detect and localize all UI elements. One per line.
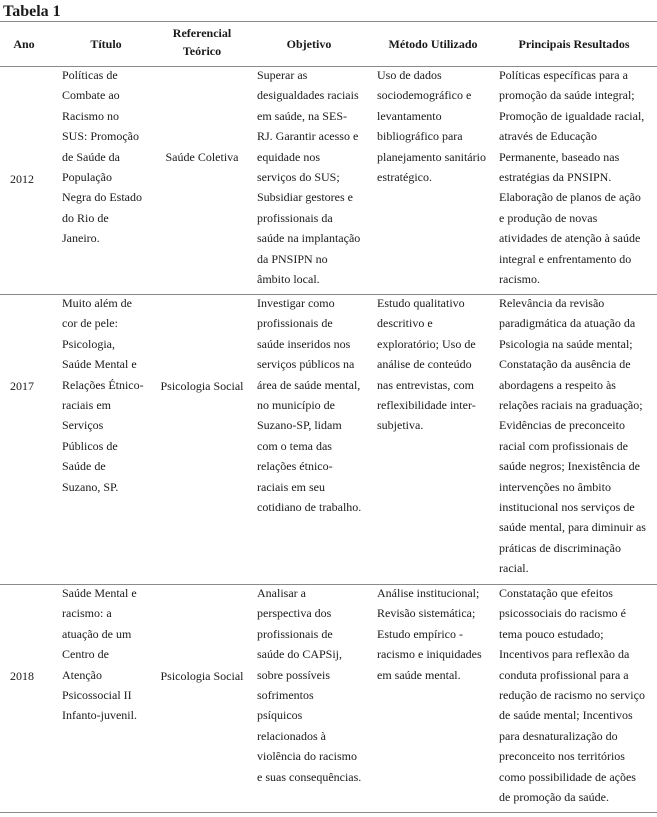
row-2017-resultados-line: relações raciais na graduação; [499,398,643,413]
table-caption: Tabela 1 [3,3,61,20]
row-2012-titulo-line: Janeiro. [62,231,100,246]
row-2018-metodo-line: em saúde mental. [377,667,461,682]
row-2017-titulo-line: cor de pele: [62,316,118,331]
row-2018-titulo-line: Saúde Mental e [62,586,137,600]
row-2018-objetivo-line: saúde do CAPSij, [257,647,343,662]
row-2012-titulo-line: Negra do Estado [62,190,142,205]
row-2018-metodo-line: racismo e iniquidades [377,647,482,662]
row-2018-ano: 2018 [10,669,34,683]
row-2012-resultados-line: e produção de novas [499,210,598,225]
row-2012-referencial: Saúde Coletiva [165,150,239,164]
row-2012-objetivo-line: desigualdades raciais [257,88,359,103]
row-2012-resultados-line: atividades de atenção à saúde [499,231,641,246]
row-2012-metodo-line: bibliográfico para [377,129,463,144]
row-2017-resultados-line: Evidências de preconceito [499,418,625,433]
row-2017-resultados-line: saúde mental, para diminuir as [499,520,646,535]
header-resultados: Principais Resultados [518,37,630,51]
row-2017-metodo-line: análise de conteúdo [377,357,472,372]
row-2017-resultados [499,293,653,579]
row-2017-titulo-line: Psicologia, [62,336,115,351]
row-2017-metodo-line: reflexibilidade inter- [377,398,476,413]
header-referencial [154,24,250,60]
table-bottom-rule [0,812,657,813]
row-2012-metodo-line: estratégico. [377,170,432,185]
row-2018-titulo-line: Centro de [62,647,109,662]
row-2012-metodo-line: sociodemográfico e [377,88,472,103]
row-2017-ano: 2017 [10,379,34,393]
row-2012-objetivo-line: em saúde, na SES- [257,108,347,123]
row-2017-resultados-line: intervenções no âmbito [499,479,611,494]
row-2017-metodo-line: subjetiva. [377,418,424,433]
row-2018-titulo-line: Infanto-juvenil. [62,708,137,723]
row-2012-objetivo-line: da PNSIPN no [257,251,328,266]
header-ano: Ano [13,37,35,51]
row-2012-objetivo-line: equidade nos [257,149,320,164]
row-2017-titulo-line: raciais em [62,398,111,413]
row-2017-titulo-line: Relações Étnico- [62,377,144,392]
row-2018-objetivo-line: e suas consequências. [257,769,362,784]
row-2017-metodo [377,293,497,436]
row-2012-objetivo-line: Superar as [257,68,308,82]
row-2012-metodo-line: levantamento [377,108,442,123]
row-2018-resultados-line: Constatação que efeitos [499,586,613,600]
row-2018-objetivo-line: profissionais de [257,626,333,641]
row-2018-resultados-line: psicossociais do racismo é [499,606,626,621]
row-2017-objetivo-line: cotidiano de trabalho. [257,500,362,515]
row-2018-objetivo-line: sobre possíveis [257,667,330,682]
row-2017-titulo-line: Serviços [62,418,104,433]
row-2012-resultados-line: através de Educação [499,129,597,144]
row-2018-resultados-line: preconceito nos territórios [499,749,625,764]
row-2017-resultados-line: Psicologia na saúde mental; [499,336,633,351]
row-2018-objetivo [257,583,369,787]
row-2012-titulo-line: População [62,170,112,185]
row-2017-resultados-line: abordagens a respeito às [499,377,616,392]
row-2017-resultados-line: saúde negros; Inexistência de [499,459,640,474]
row-2012-resultados-line: Elaboração de planos de ação [499,190,641,205]
header-referencial-line2: Teórico [182,44,222,58]
row-2017-titulo-line: Saúde Mental e [62,357,137,372]
table-top-rule [0,21,657,22]
row-2018-metodo-line: Estudo empírico - [377,626,463,641]
row-2012-objetivo-line: saúde na implantação [257,231,361,246]
row-2018-resultados-line: de promoção da saúde. [499,790,609,805]
row-2012-metodo-line: planejamento sanitário [377,149,486,164]
row-2018-objetivo-line: perspectiva dos [257,606,332,621]
row-2012-titulo-line: Combate ao [62,88,120,103]
row-2017-objetivo-line: Suzano-SP, lidam [257,418,342,433]
row-2017-resultados-line: práticas de discriminação [499,540,621,555]
row-2017-objetivo-line: saúde inseridos nos [257,336,351,351]
row-2012-resultados [499,65,653,289]
row-2012-resultados-line: racismo. [499,272,540,287]
row-2012-titulo-line: de Saúde da [62,149,120,164]
row-2017-resultados-line: Relevância da revisão [499,296,605,310]
row-2012-titulo-line: Políticas de [62,68,118,82]
row-2012-titulo-line: do Rio de [62,210,109,225]
row-2017-objetivo-line: área de saúde mental, [257,377,361,392]
header-objetivo: Objetivo [286,37,332,51]
row-2017-titulo-line: Suzano, SP. [62,479,119,494]
row-2017-objetivo-line: raciais em seu [257,479,325,494]
row-2012-titulo-line: SUS: Promoção [62,129,140,144]
row-2018-resultados-line: como possibilidade de ações [499,769,636,784]
row-2018-objetivo-line: sofrimentos [257,688,314,703]
row-2018-objetivo-line: violência do racismo [257,749,357,764]
row-2012-objetivo-line: RJ. Garantir acesso e [257,129,359,144]
row-2018-titulo-line: atuação de um [62,626,132,641]
row-2012-metodo-line: Uso de dados [377,68,442,82]
row-2018-resultados-line: para desnaturalização do [499,728,618,743]
row-2012-resultados-line: promoção da saúde integral; [499,88,635,103]
row-2017-metodo-line: Estudo qualitativo [377,296,465,310]
row-2018-metodo [377,583,497,685]
row-2018-resultados-line: de saúde mental; Incentivos [499,708,633,723]
row-2017-resultados-line: racial. [499,561,529,576]
row-2017-resultados-line: racial com profissionais de [499,438,628,453]
row-2018-resultados-line: Incentivos para reflexão da [499,647,630,662]
row-2017-objetivo-line: Investigar como [257,296,335,310]
row-2012-metodo [377,65,497,187]
row-2018-metodo-line: Análise institucional; [377,586,480,600]
row-2012-titulo-line: Racismo no [62,108,119,123]
row-2018-resultados-line: redução de racismo no serviço [499,688,645,703]
row-2017-resultados-line: Constatação da ausência de [499,357,631,372]
row-2017-objetivo-line: relações étnico- [257,459,333,474]
row-2018-titulo-line: Atenção [62,667,102,682]
row-2018-titulo-line: Psicossocial II [62,688,132,703]
row-2012-resultados-line: Promoção de igualdade racial, [499,108,645,123]
row-2017-metodo-line: exploratório; Uso de [377,336,476,351]
row-2017-titulo-line: Públicos de [62,438,118,453]
row-2018-titulo-line: racismo: a [62,606,112,621]
row-2017-objetivo-line: profissionais de [257,316,333,331]
row-2017-metodo-line: descritivo e [377,316,433,331]
row-2017-metodo-line: nas entrevistas, com [377,377,474,392]
row-2018-metodo-line: Revisão sistemática; [377,606,476,621]
row-2018-objetivo-line: psíquicos [257,708,303,723]
row-2017-referencial: Psicologia Social [160,379,244,393]
row-2017-titulo-line: Saúde de [62,459,106,474]
row-2018-resultados-line: tema pouco estudado; [499,626,604,641]
row-2012-objetivo-line: Subsidiar gestores e [257,190,353,205]
row-2018-objetivo-line: relacionados à [257,728,326,743]
header-referencial-line1: Referencial [172,26,232,40]
row-2018-objetivo-line: Analisar a [257,586,306,600]
row-2017-objetivo [257,293,369,517]
row-2017-titulo-line: Muito além de [62,296,132,310]
row-2012-resultados-line: Permanente, baseado nas [499,149,620,164]
row-2012-objetivo-line: profissionais da [257,210,333,225]
row-2018-titulo [62,583,156,726]
header-metodo: Método Utilizado [388,37,478,51]
row-2012-ano: 2012 [10,172,34,186]
row-2012-objetivo-line: serviços do SUS; [257,170,340,185]
row-2018-resultados [499,583,653,807]
row-2017-resultados-line: paradigmática da atuação da [499,316,636,331]
row-2012-resultados-line: estratégias da PNSIPN. [499,170,612,185]
row-2012-resultados-line: integral e enfrentamento do [499,251,632,266]
row-2017-titulo [62,293,156,497]
row-2018-referencial: Psicologia Social [160,669,244,683]
row-2018-resultados-line: conduta profissional para a [499,667,629,682]
row-2017-objetivo-line: com o tema das [257,438,332,453]
row-2017-resultados-line: institucional nos serviços de [499,500,635,515]
row-2012-resultados-line: Políticas específicas para a [499,68,628,82]
row-2012-objetivo [257,65,369,289]
row-2012-objetivo-line: âmbito local. [257,272,320,287]
header-titulo: Título [90,37,122,51]
row-2012-titulo [62,65,156,249]
row-2017-objetivo-line: serviços públicos na [257,357,355,372]
row-2017-objetivo-line: no município de [257,398,335,413]
